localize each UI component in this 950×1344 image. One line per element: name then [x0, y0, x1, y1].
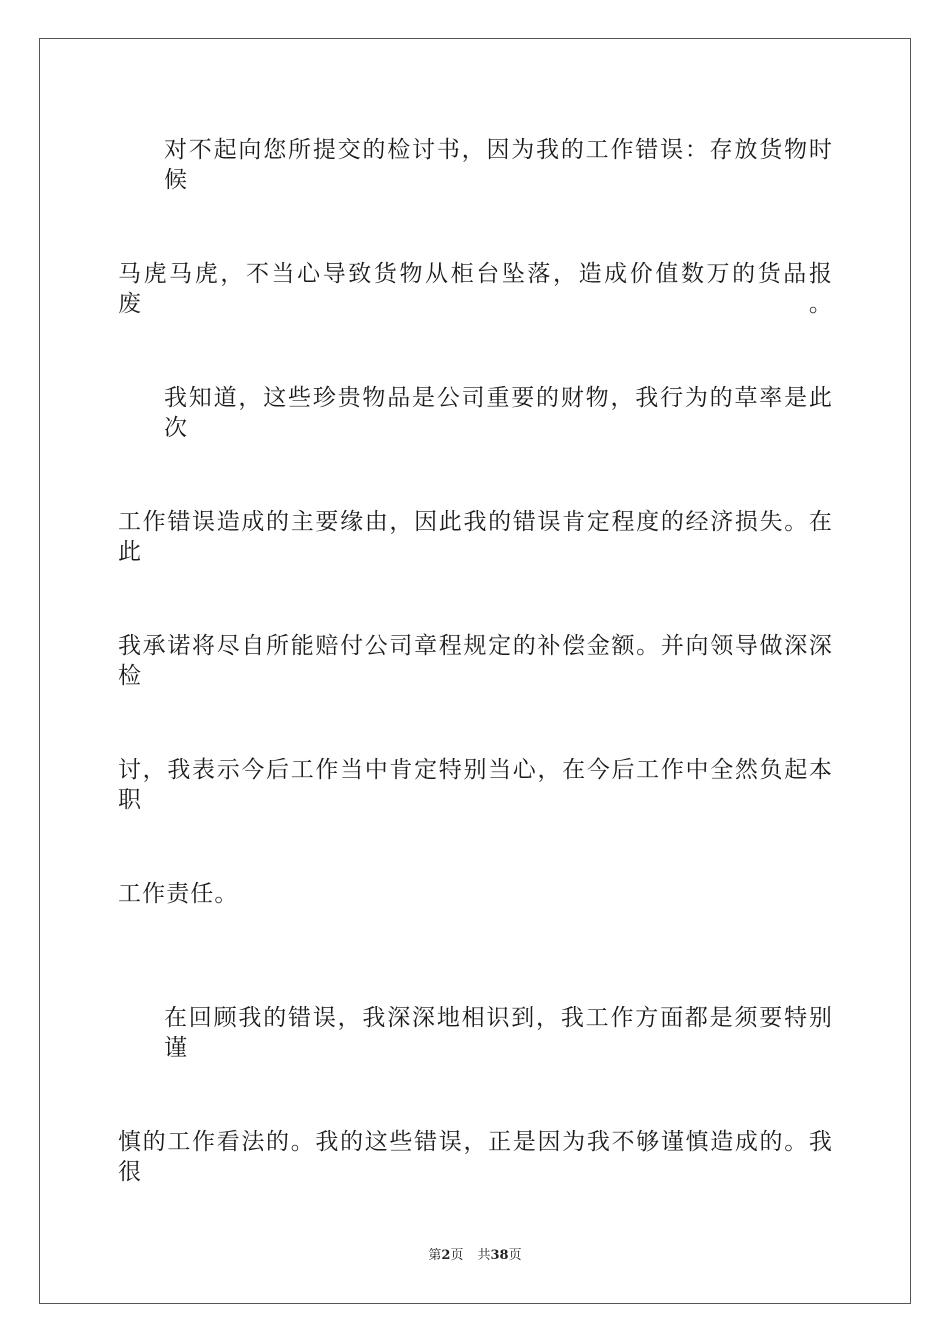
paragraph-1-line-1: 对不起向您所提交的检讨书，因为我的工作错误：存放货物时候 [164, 137, 833, 193]
paragraph-2-line-4: 讨，我表示今后工作当中肯定特别当心，在今后工作中全然负起本职 [118, 757, 833, 813]
paragraph-1-line-2: 马虎马虎，不当心导致货物从柜台坠落，造成价值数万的货品报废。 [118, 261, 833, 317]
paragraph-2-line-5: 工作责任。 [118, 881, 239, 907]
paragraph-2-line-2: 工作错误造成的主要缘由，因此我的错误肯定程度的经济损失。在此 [118, 509, 833, 565]
footer-total-suffix: 页 [508, 1248, 522, 1263]
footer-page-prefix: 第 [428, 1248, 442, 1263]
footer-total-pages: 38 [490, 1248, 509, 1263]
paragraph-2-line-1: 我知道，这些珍贵物品是公司重要的财物，我行为的草率是此次 [164, 385, 833, 441]
paragraph-3-line-2: 慎的工作看法的。我的这些错误，正是因为我不够谨慎造成的。我很 [118, 1129, 833, 1185]
footer-page-number: 2 [441, 1248, 451, 1263]
footer-page-suffix: 页 [450, 1248, 464, 1263]
page-footer [0, 1247, 950, 1265]
paragraph-2-line-3: 我承诺将尽自所能赔付公司章程规定的补偿金额。并向领导做深深检 [118, 633, 833, 689]
paragraph-3-line-1: 在回顾我的错误，我深深地相识到，我工作方面都是须要特别谨 [164, 1005, 833, 1061]
footer-total-prefix: 共 [477, 1248, 491, 1263]
